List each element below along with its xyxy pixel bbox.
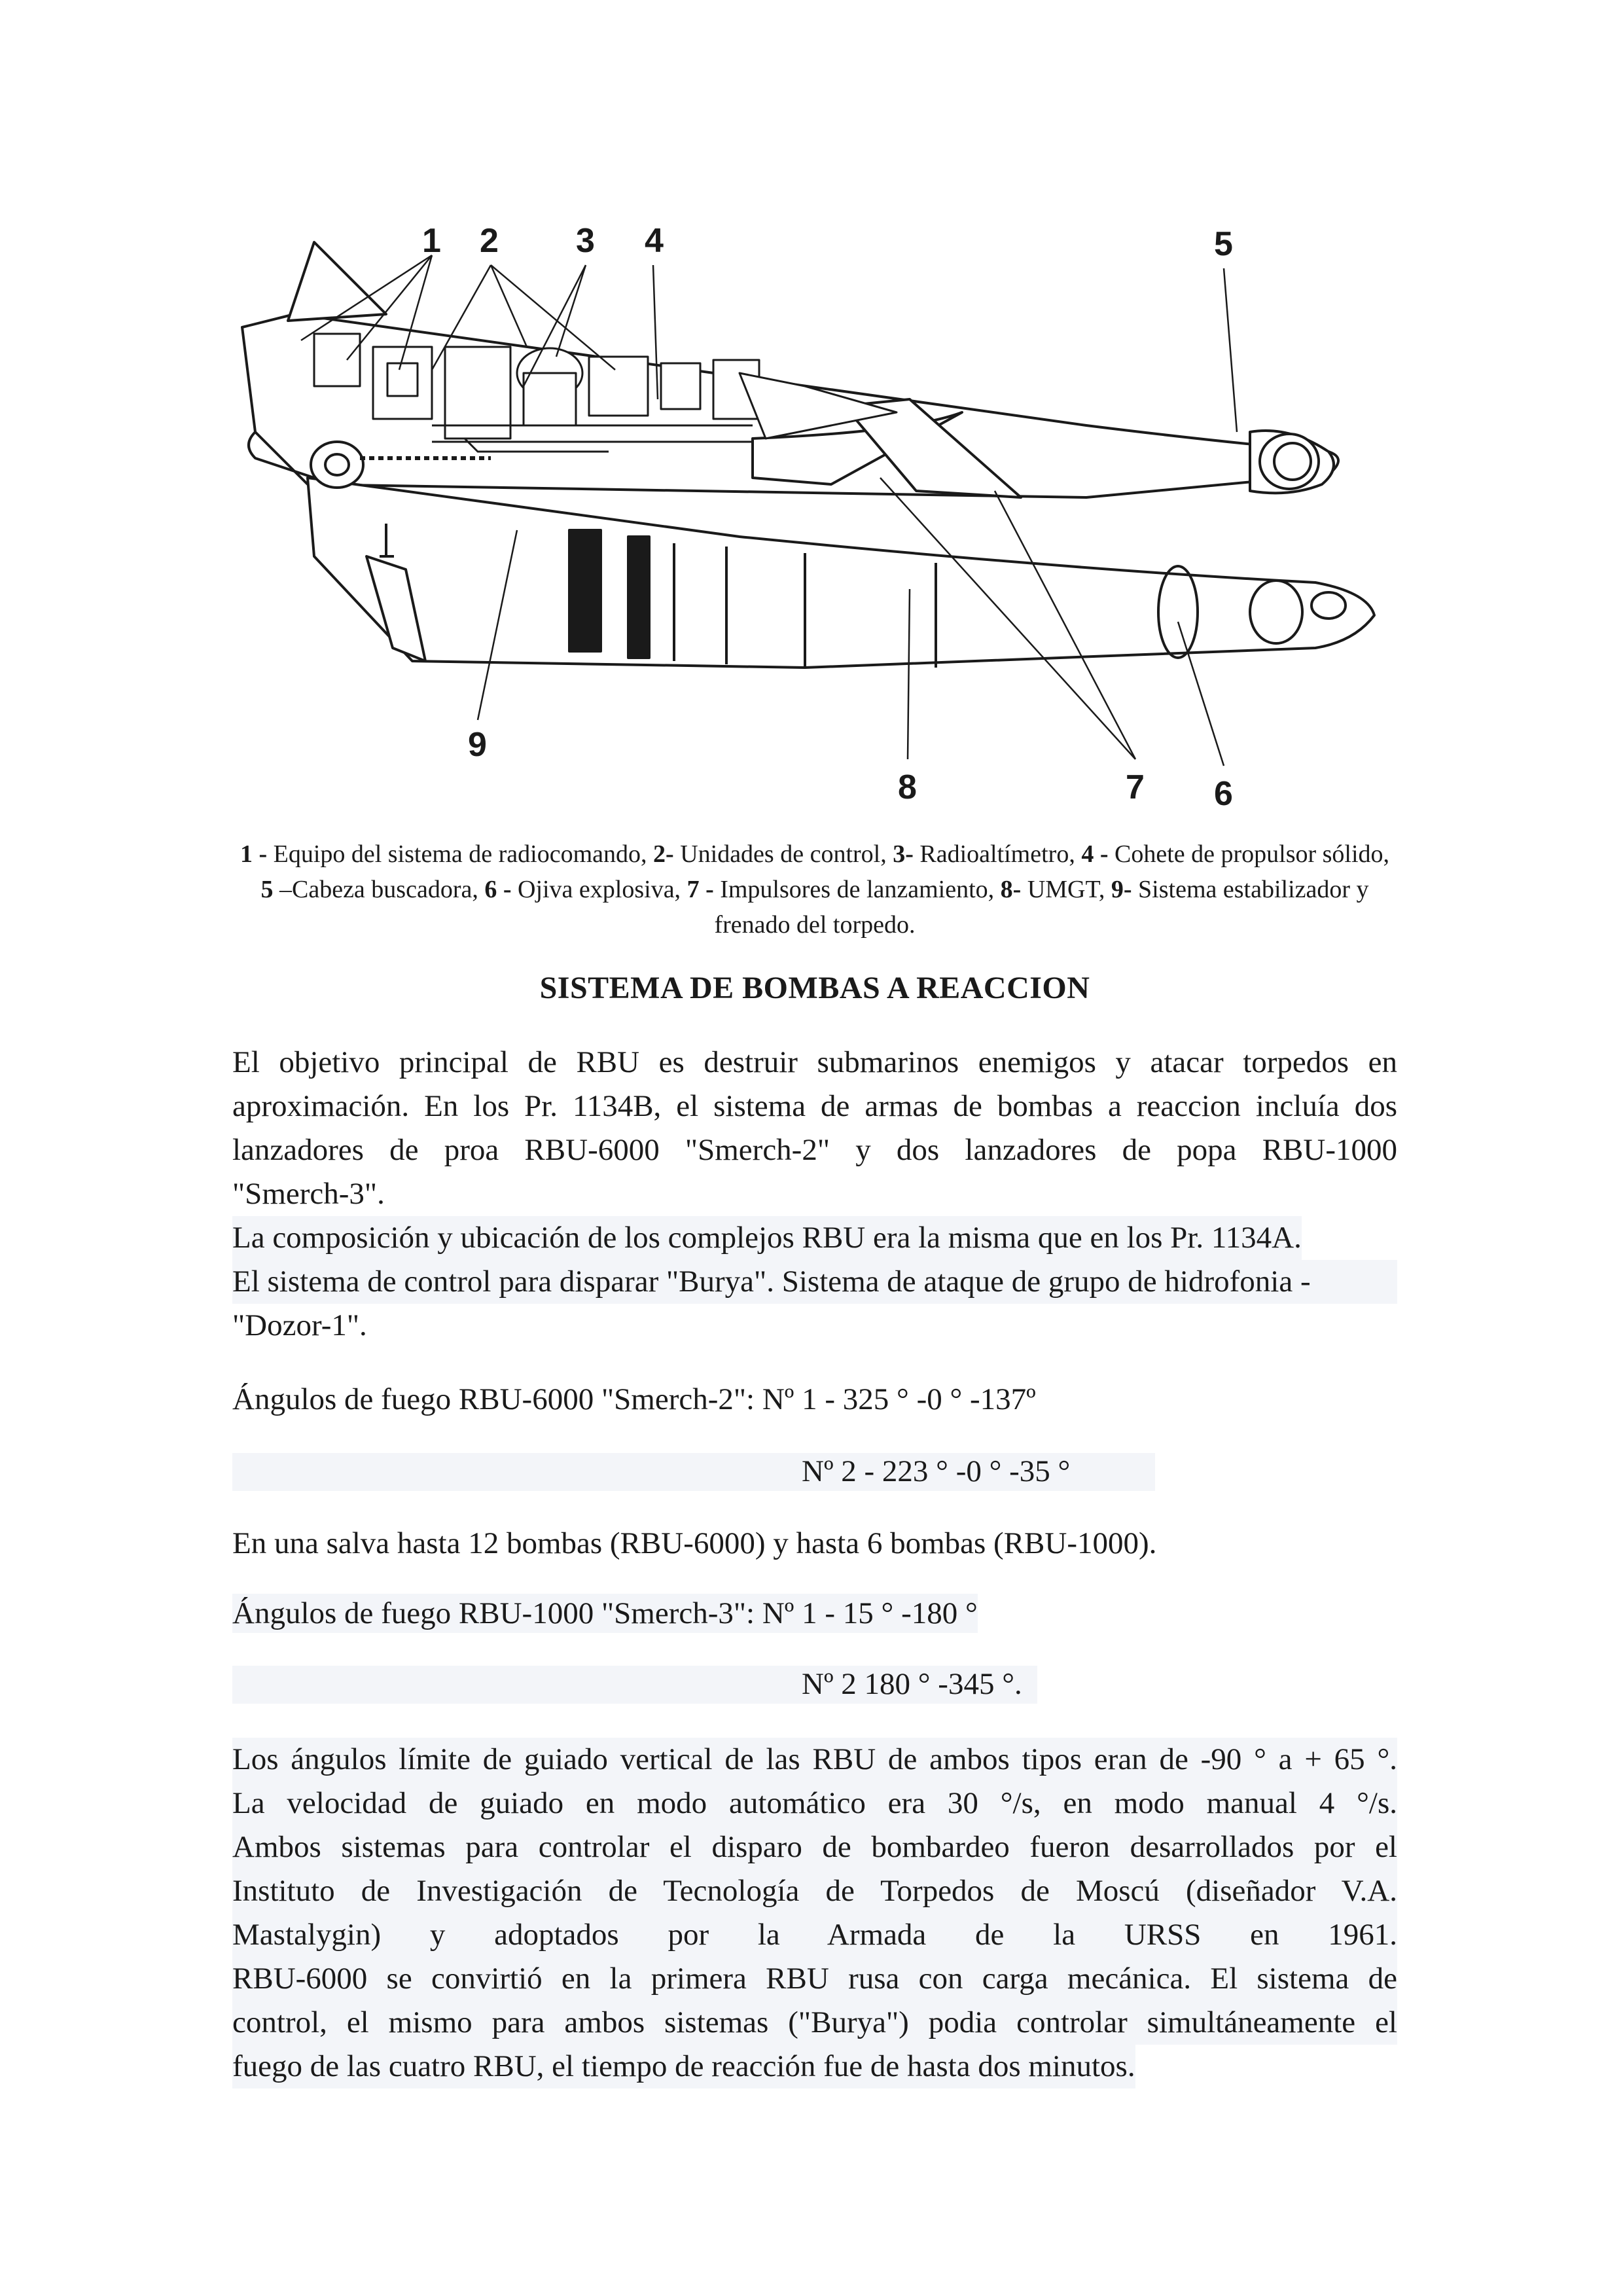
tail-fin-upper bbox=[288, 242, 386, 321]
section-heading: SISTEMA DE BOMBAS A REACCION bbox=[539, 971, 1090, 1005]
p1-line-1: El objetivo principal de RBU es destruir submarinos enemigos y atacar torpedos en bbox=[232, 1045, 1397, 1079]
figure-label-9: 9 bbox=[468, 726, 487, 764]
leader-5 bbox=[1224, 268, 1237, 432]
figure-label-6: 6 bbox=[1214, 775, 1233, 813]
p1-line-6: El sistema de control para disparar "Burya". Sistema de ataque de grupo de hidrofonia - bbox=[232, 1260, 1397, 1304]
caption-text-7: Impulsores de lanzamiento, bbox=[713, 876, 995, 903]
p1-line-7: "Dozor-1". bbox=[232, 1308, 367, 1342]
angles-6000-line-2: Nº 2 - 223 ° -0 ° -35 ° bbox=[802, 1454, 1071, 1488]
p1-line-2: aproximación. En los Pr. 1134B, el sistema de armas de bombas a reaccion incluía dos bbox=[232, 1089, 1397, 1123]
p1-line-5: La composición y ubicación de los complejos RBU era la misma que en los Pr. 1134A. bbox=[232, 1216, 1302, 1260]
figure-label-5: 5 bbox=[1214, 225, 1233, 263]
paragraph-1 bbox=[232, 1041, 1397, 1348]
caption-num-5: 5 bbox=[260, 876, 274, 903]
caption-text-1: Equipo del sistema de radiocomando, bbox=[267, 840, 647, 868]
caption-text-9: Sistema estabilizador y frenado del torpedo. bbox=[714, 876, 1369, 939]
paragraph-2 bbox=[232, 1738, 1397, 2089]
caption-num-8: 8- bbox=[994, 876, 1022, 903]
caption-num-3: 3- bbox=[886, 840, 914, 868]
caption-num-9: 9- bbox=[1105, 876, 1132, 903]
caption-num-7: 7 - bbox=[681, 876, 714, 903]
caption-text-5: –Cabeza buscadora, bbox=[273, 876, 478, 903]
caption-num-4: 4 - bbox=[1075, 840, 1109, 868]
caption-text-8: UMGT, bbox=[1021, 876, 1105, 903]
salvo-text: En una salva hasta 12 bombas (RBU-6000) y hasta 6 bombas (RBU-1000). bbox=[232, 1526, 1157, 1560]
figure-label-7: 7 bbox=[1126, 768, 1145, 806]
p2-line-3: Ambos sistemas para controlar el disparo de bombardeo fueron desarrollados por el bbox=[232, 1825, 1397, 1869]
figure-label-4: 4 bbox=[645, 222, 664, 260]
torpedo-body bbox=[308, 478, 1374, 668]
caption-num-2: 2- bbox=[647, 840, 674, 868]
p1-line-3: lanzadores de proa RBU-6000 "Smerch-2" y dos lanzadores de popa RBU-1000 bbox=[232, 1133, 1397, 1167]
p2-line-1: Los ángulos límite de guiado vertical de las RBU de ambos tipos eran de -90 ° a + 65 °. bbox=[232, 1738, 1397, 1782]
missile-diagram bbox=[216, 216, 1414, 831]
p2-line-5: Mastalygin) y adoptados por la Armada de la URSS en 1961. bbox=[232, 1913, 1397, 1957]
angles-1000-line-1: Ángulos de fuego RBU-1000 "Smerch-3": Nº 1 - 15 ° -180 ° bbox=[232, 1594, 978, 1633]
figure-label-2: 2 bbox=[480, 222, 499, 260]
p2-line-7: control, el mismo para ambos sistemas ("Burya") podia controlar simultáneamente el bbox=[232, 2001, 1397, 2045]
caption-text-3: Radioaltímetro, bbox=[913, 840, 1075, 868]
angles-6000-line-1: Ángulos de fuego RBU-6000 "Smerch-2": Nº 1 - 325 ° -0 ° -137º bbox=[232, 1382, 1036, 1416]
caption-text-2: Unidades de control, bbox=[673, 840, 887, 868]
figure-caption bbox=[232, 836, 1397, 942]
p2-line-6: RBU-6000 se convirtió en la primera RBU rusa con carga mecánica. El sistema de bbox=[232, 1957, 1397, 2001]
figure-label-1: 1 bbox=[422, 222, 441, 260]
figure-label-8: 8 bbox=[898, 768, 917, 806]
figure-label-3: 3 bbox=[576, 222, 595, 260]
p1-line-4: "Smerch-3". bbox=[232, 1177, 385, 1211]
angles-1000-line-2: Nº 2 180 ° -345 °. bbox=[802, 1667, 1022, 1701]
p2-line-4: Instituto de Investigación de Tecnología de Torpedos de Moscú (diseñador V.A. bbox=[232, 1869, 1397, 1913]
p2-line-2: La velocidad de guiado en modo automático era 30 °/s, en modo manual 4 °/s. bbox=[232, 1782, 1397, 1825]
caption-num-6: 6 - bbox=[478, 876, 512, 903]
caption-text-4: Cohete de propulsor sólido, bbox=[1108, 840, 1390, 868]
missile-diagram-svg bbox=[216, 216, 1414, 831]
caption-num-1: 1 - bbox=[240, 840, 268, 868]
p2-line-8: fuego de las cuatro RBU, el tiempo de reacción fue de hasta dos minutos. bbox=[232, 2045, 1135, 2089]
caption-text-6: Ojiva explosiva, bbox=[511, 876, 681, 903]
